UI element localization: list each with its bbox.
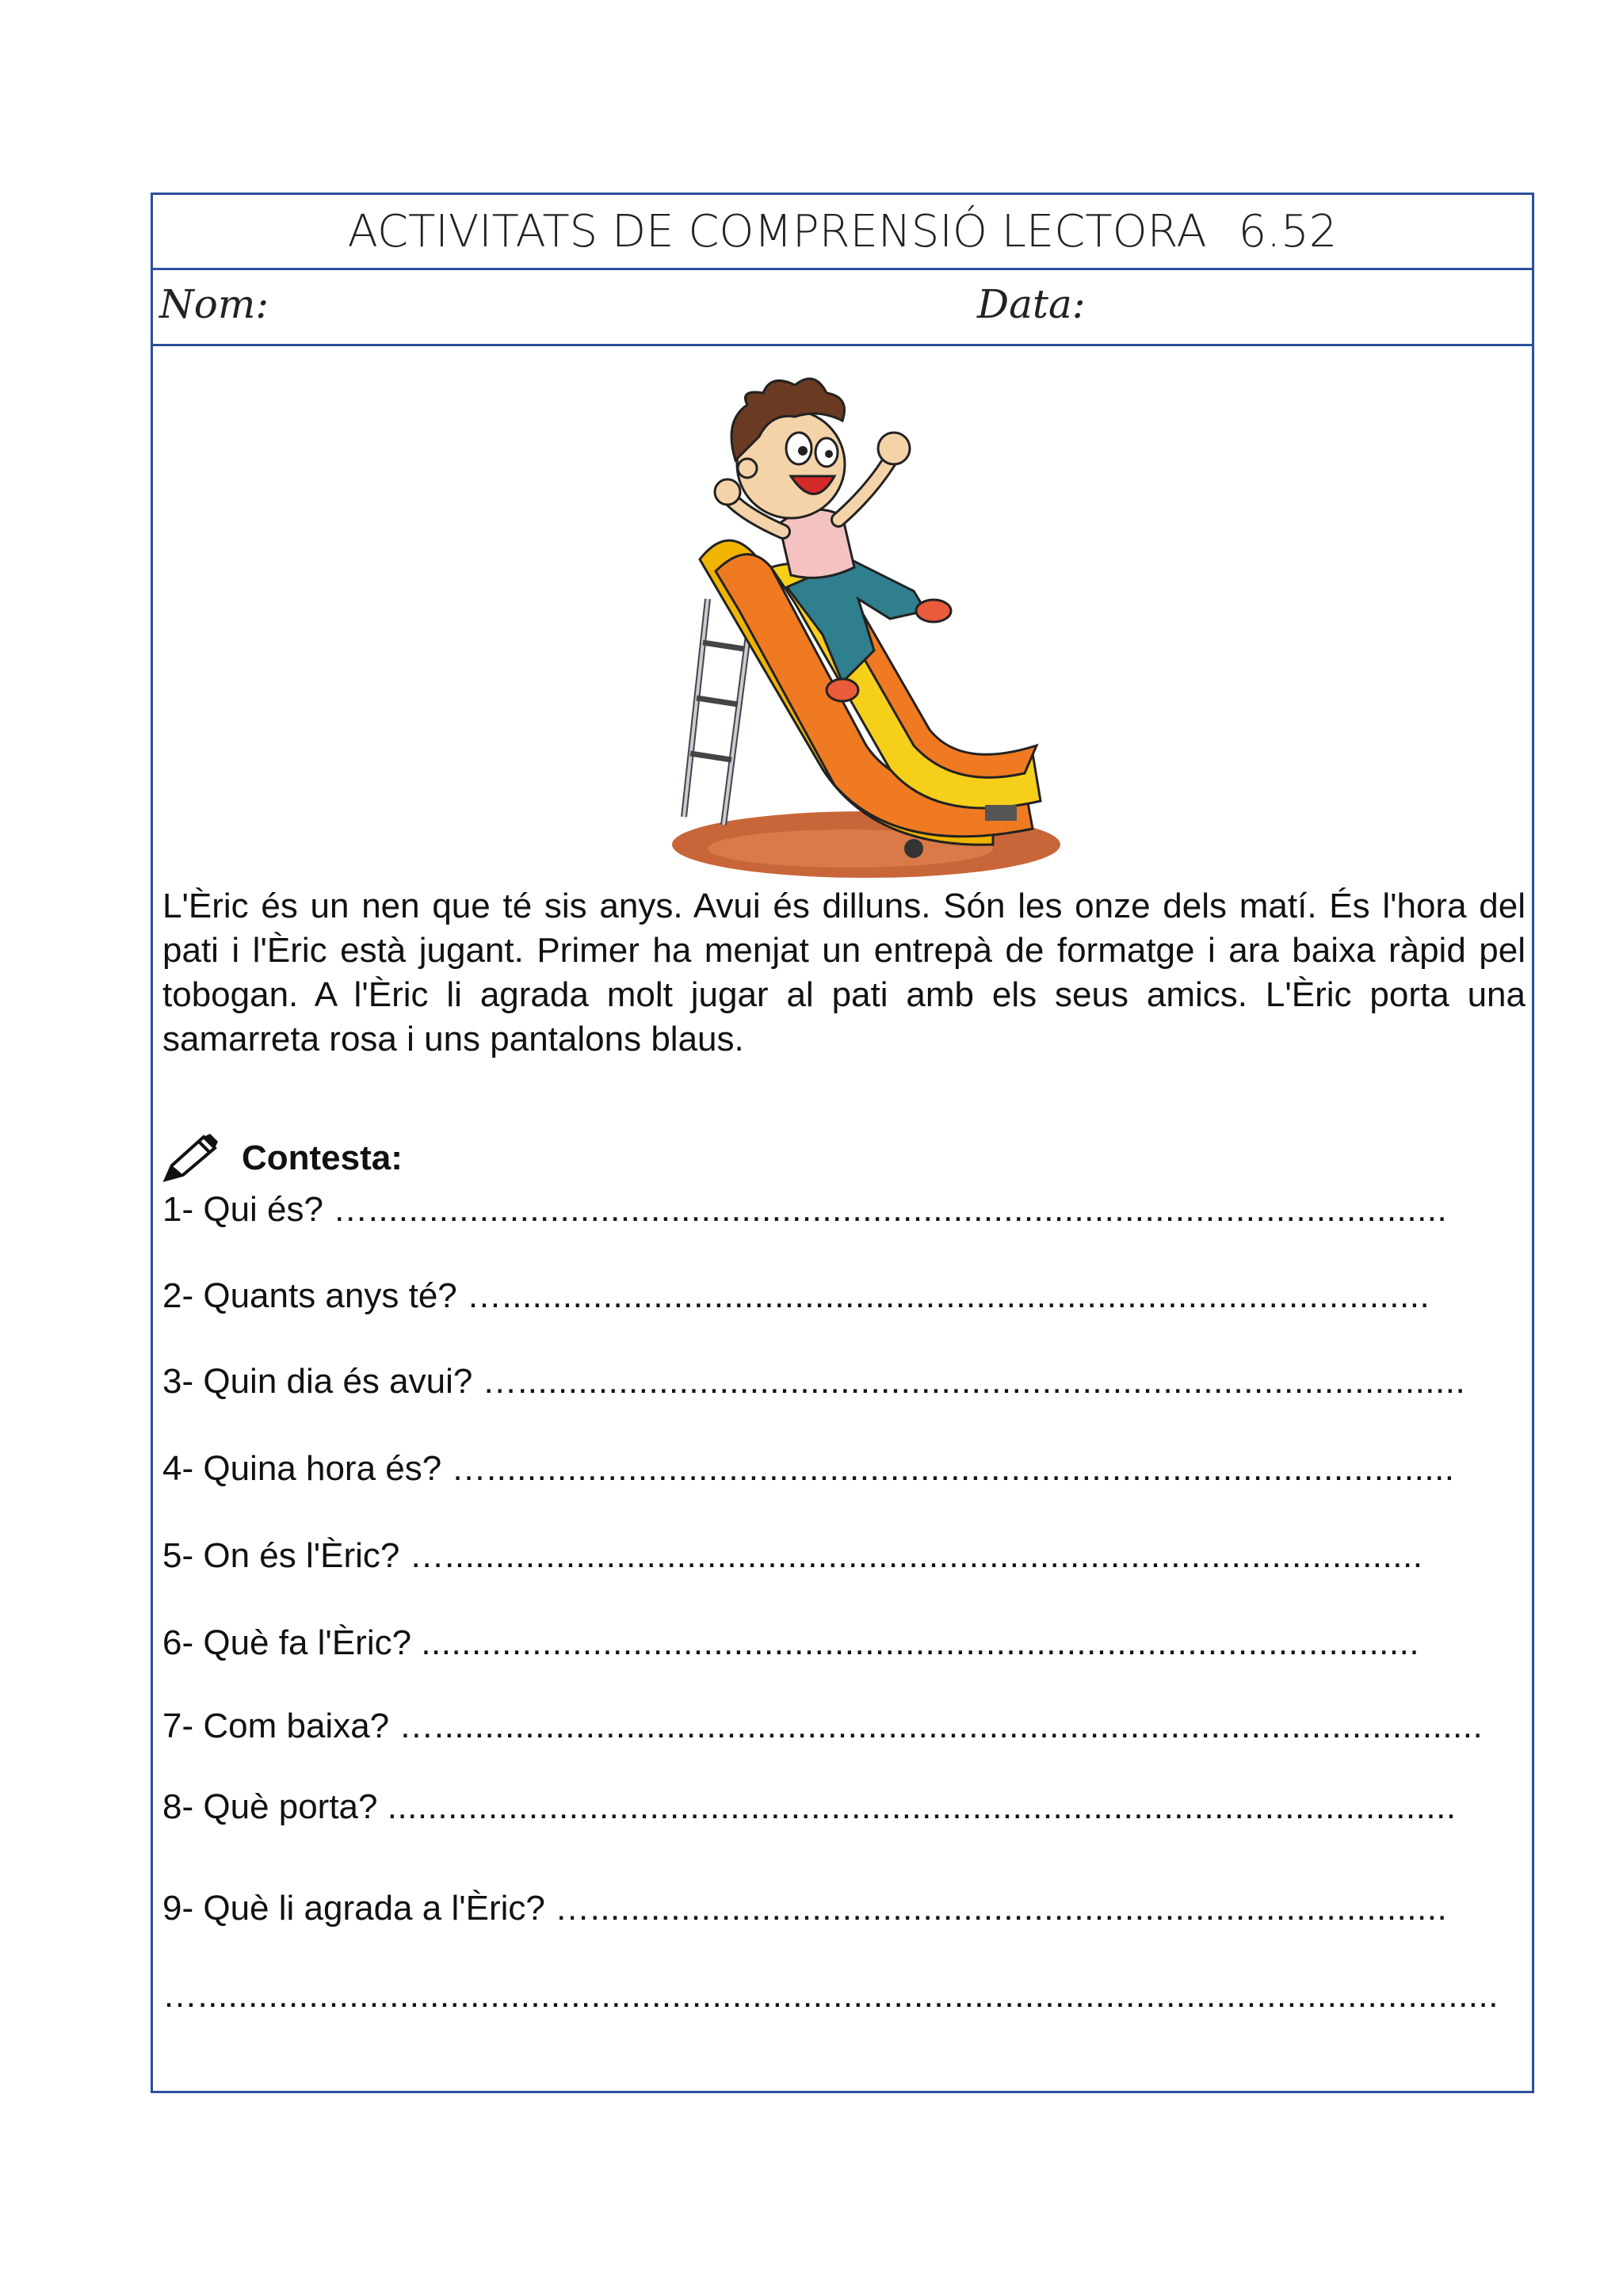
question-1 xyxy=(162,1188,1510,1232)
question-9-continuation xyxy=(162,1974,1510,2018)
date-label: Data: xyxy=(977,281,1086,327)
question-label: 7- Com baixa? xyxy=(162,1707,390,1745)
answer-line[interactable]: .......................................................................................................... xyxy=(387,1787,1457,1826)
question-label: 5- On és l'Èric? xyxy=(162,1536,400,1575)
answer-line[interactable]: …........................................................................................................ xyxy=(399,1707,1484,1745)
question-label: 4- Quina hora és? xyxy=(162,1449,442,1488)
worksheet-title-row xyxy=(153,195,1532,270)
answer-line[interactable]: …........................................................................................................... xyxy=(333,1190,1448,1229)
question-2 xyxy=(162,1274,1510,1318)
answer-line[interactable]: ................................................................................................... xyxy=(421,1623,1420,1662)
name-date-row xyxy=(153,270,1532,346)
contesta-heading xyxy=(162,1134,403,1183)
question-label: 1- Qui és? xyxy=(162,1190,323,1229)
pencil-icon xyxy=(162,1134,220,1183)
question-label: 2- Quants anys té? xyxy=(162,1276,457,1315)
worksheet-frame xyxy=(151,193,1534,2093)
question-7 xyxy=(162,1704,1510,1749)
answer-line[interactable]: …................................................................................................. xyxy=(409,1536,1423,1575)
answer-line[interactable]: …............................................................................................ xyxy=(467,1276,1430,1315)
question-label: 9- Què li agrada a l'Èric? xyxy=(162,1889,545,1928)
question-4 xyxy=(162,1447,1510,1491)
question-5 xyxy=(162,1534,1510,1578)
answer-line[interactable]: …..................................................................................... xyxy=(555,1889,1448,1928)
question-label: 3- Quin dia és avui? xyxy=(162,1362,473,1401)
answer-line[interactable]: …................................................................................................ xyxy=(451,1449,1455,1488)
question-9 xyxy=(162,1886,1510,1931)
question-label: 6- Què fa l'Èric? xyxy=(162,1623,412,1662)
worksheet-title: ACTIVITATS DE COMPRENSIÓ LECTORA xyxy=(347,205,1207,257)
question-6 xyxy=(162,1621,1510,1665)
question-3 xyxy=(162,1360,1510,1404)
question-label: 8- Què porta? xyxy=(162,1787,378,1826)
boy-on-slide-illustration xyxy=(652,373,1096,888)
reading-passage: L'Èric és un nen que té sis anys. Avui és dilluns. Són les onze dels matí. És l'hora del pati i l'Èric està jugant. Primer ha menjat un entrepà de formatge i ara baixa ràpid pel tobogan. A l'Èric li agrada molt jugar al pati amb els seus amics. L'Èric porta una samarreta rosa i uns pantalons blaus. xyxy=(162,887,1526,1058)
contesta-label: Contesta: xyxy=(242,1138,403,1177)
answer-line[interactable]: ….............................................................................................. xyxy=(482,1362,1466,1401)
worksheet-number: 6.52 xyxy=(1238,205,1338,257)
answer-line[interactable]: …................................................................................................................................. xyxy=(162,1976,1499,2015)
name-label: Nom: xyxy=(159,281,269,327)
question-8 xyxy=(162,1785,1510,1829)
